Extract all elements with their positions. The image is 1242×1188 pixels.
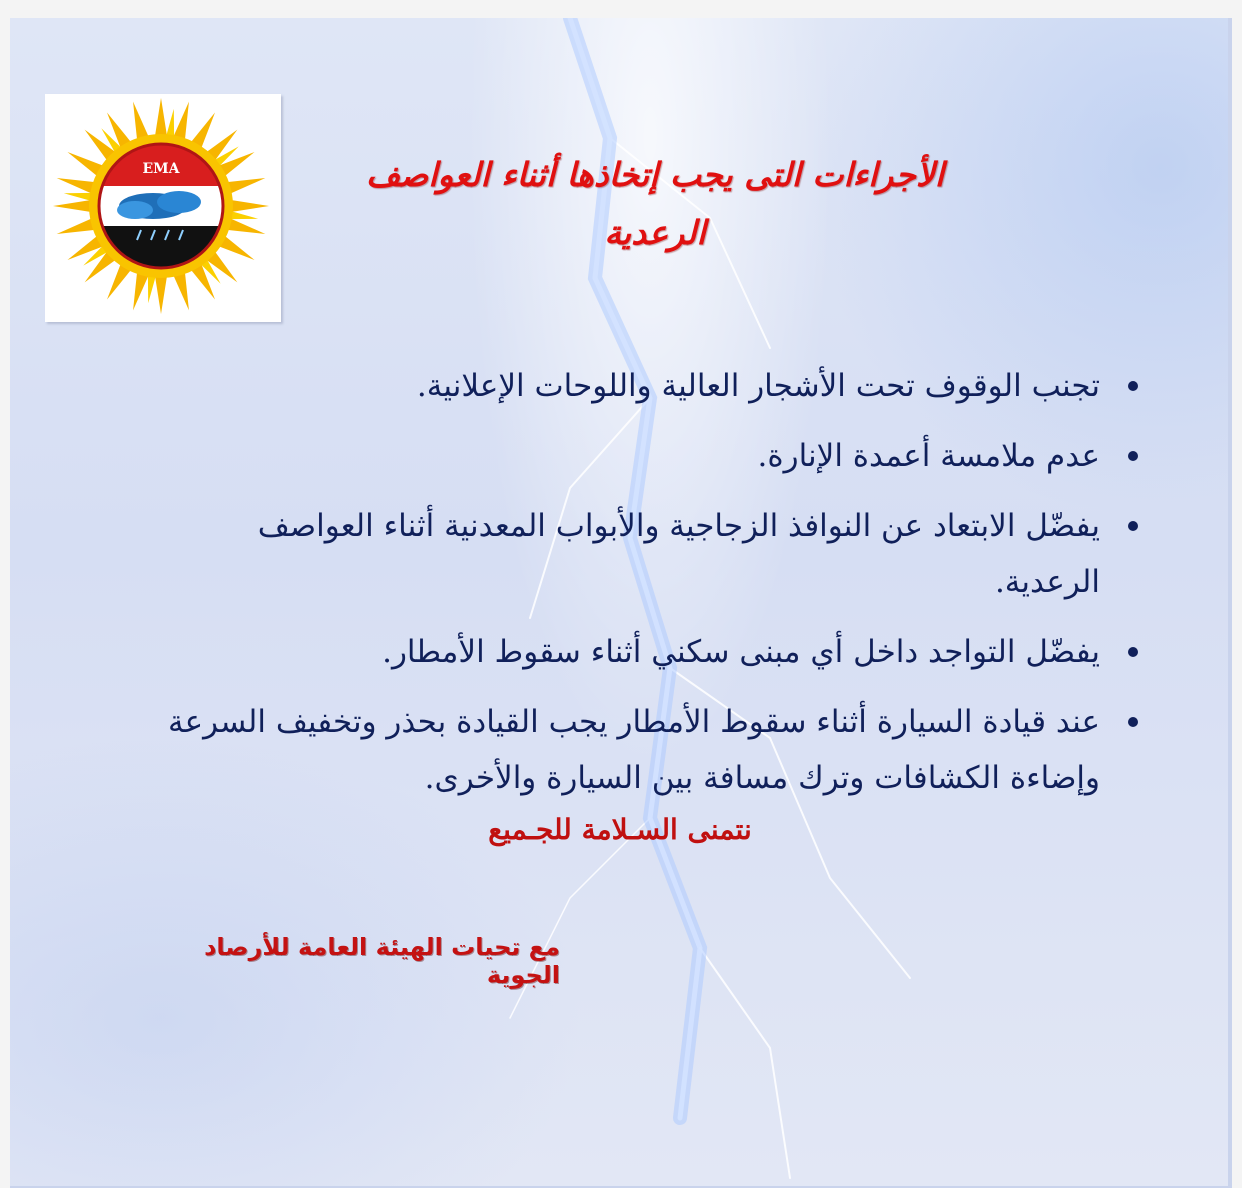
list-item-text: يفضّل التواجد داخل أي مبنى سكني أثناء سقوط الأمطار.	[382, 634, 1100, 670]
list-item-text: عدم ملامسة أعمدة الإنارة.	[757, 438, 1100, 474]
list-item	[150, 428, 1150, 484]
bullet-icon	[1128, 521, 1138, 531]
list-item-text: عند قيادة السيارة أثناء سقوط الأمطار يجب القيادة بحذر وتخفيف السرعة وإضاءة الكشافات وترك مسافة بين السيارة والأخرى.	[168, 704, 1100, 796]
ema-logo	[45, 94, 281, 322]
logo-label: EMA	[142, 161, 180, 177]
list-item-text: يفضّل الابتعاد عن النوافذ الزجاجية والأبواب المعدنية أثناء العواصف الرعدية.	[257, 508, 1100, 600]
greeting-signature: مع تحيات الهيئة العامة للأرصاد الجوية	[204, 933, 560, 989]
page-title	[300, 146, 1010, 262]
title-line-2: الرعدية	[604, 213, 706, 252]
list-item	[150, 694, 1150, 806]
bullet-icon	[1128, 647, 1138, 657]
bullet-icon	[1128, 451, 1138, 461]
safety-wish: نتمنى السـلامة للجـميع	[488, 813, 752, 846]
title-line-1: الأجراءات التى يجب إتخاذها أثناء العواصف	[366, 155, 944, 194]
bullet-icon	[1128, 381, 1138, 391]
bulletin-page	[10, 18, 1232, 1188]
bullet-icon	[1128, 717, 1138, 727]
safety-tips-list	[150, 358, 1150, 820]
list-item	[150, 498, 1150, 610]
list-item	[150, 624, 1150, 680]
list-item-text: تجنب الوقوف تحت الأشجار العالية واللوحات الإعلانية.	[416, 368, 1100, 404]
list-item	[150, 358, 1150, 414]
